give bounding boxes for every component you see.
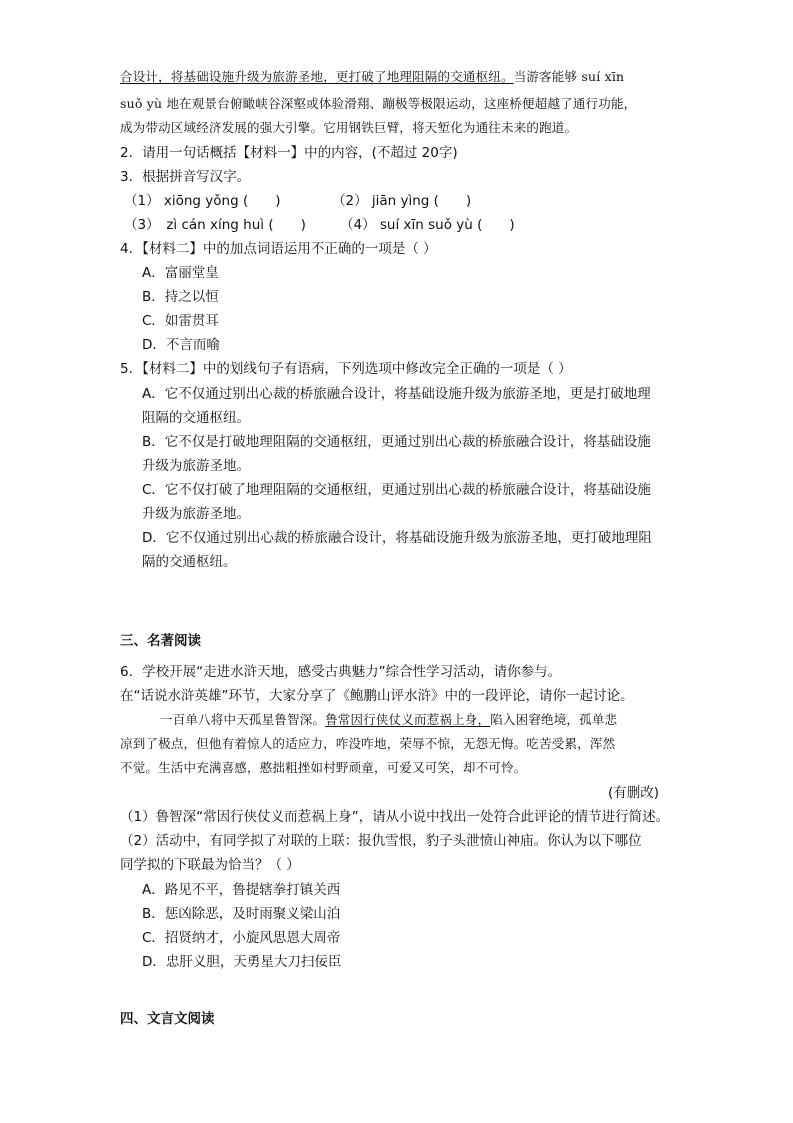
quote-line2: 凉到了极点，但他有着惊人的适应力，咋没咋地，荣辱不惊，无怨无悔。吃苦受累，浑然 [120,736,616,751]
q6-sub2-line2: 同学拟的下联最为恰当？（ ） [120,857,300,873]
section-4-heading: 四、文言文阅读 [120,1011,215,1027]
q5-option-a-line1: A．它不仅通过别出心裁的桥旅融合设计，将基础设施升级为旅游圣地，更是打破地理 [142,386,651,402]
question-6-context: 在“话说水浒英雄”环节，大家分享了《鲍鹏山评水浒》中的一段评论，请你一起讨论。 [120,688,634,704]
q6-option-a: A．路见不平，鲁提辖拳打镇关西 [142,882,341,898]
question-5-title: 5．【材料二】中的划线句子有语病，下列选项中修改完全正确的一项是（ ） [120,361,572,377]
material2-line2: suǒ yù 地在观景台俯瞰峡谷深壑或体验滑翔、蹦极等极限运动，这座桥便超越了通行功能， [120,96,637,111]
q5-option-c-line2: 升级为旅游圣地。 [142,506,250,522]
q6-option-d: D．忠肝义胆，天勇星大刀扫佞臣 [142,954,342,970]
q6-option-b: B．惩凶除恶，及时雨聚义梁山泊 [142,906,341,922]
question-2: 2．请用一句话概括【材料一】中的内容，(不超过 20字) [120,145,458,161]
question-3-title: 3．根据拼音写汉字。 [120,169,251,185]
quote-line1-a: 一百单八将中天孤星鲁智深。 [160,712,326,727]
underlined-sentence: 合设计，将基础设施升级为旅游圣地，更打破了地理阻隔的交通枢纽。 [120,69,514,84]
q4-option-c: C．如雷贯耳 [142,313,219,329]
question-6-intro: 6．学校开展“走进水浒天地，感受古典魅力”综合性学习活动，请你参与。 [120,664,562,680]
q6-sub2-line1: （2）活动中，有同学拟了对联的上联：报仇雪恨，豹子头泄愤山神庙。你认为以下哪位 [120,833,642,849]
q5-option-c-line1: C．它不仅打破了地理阻隔的交通枢纽，更通过别出心裁的桥旅融合设计，将基础设施 [142,482,651,498]
q5-option-b-line1: B．它不仅是打破地理阻隔的交通枢纽，更通过别出心裁的桥旅融合设计，将基础设施 [142,434,651,450]
q4-option-b: B．持之以恒 [142,289,219,305]
q4-option-d: D．不言而喻 [142,337,220,353]
q5-option-a-line2: 阻隔的交通枢纽。 [142,410,250,426]
q3-item-1: （1） xiōng yǒng ( ) [124,193,281,209]
q3-item-2: （2） jiān yìng ( ) [332,193,472,209]
question-4-title: 4．【材料二】中的加点词语运用不正确的一项是（ ） [120,241,437,257]
section-3-heading: 三、名著阅读 [120,633,201,649]
edit-note: (有删改) [608,785,660,801]
quote-underlined: 鲁常因行侠仗义而惹祸上身， [325,712,491,727]
material2-line1 [120,67,624,85]
quote-line1 [160,710,617,728]
material2-line1-rest: 当游客能够 suí xīn [513,69,625,84]
q3-item-3: （3） zì cán xíng huì ( ) [124,217,306,233]
quote-line3: 不觉。生活中充满喜感，憨拙粗挫如村野顽童，可爱又可笑，却不可怜。 [120,760,527,775]
q6-option-c: C．招贤纳才，小旋风思恩大周帝 [142,930,341,946]
q6-sub1: （1）鲁智深“常因行侠仗义而惹祸上身”，请从小说中找出一处符合此评论的情节进行简述。 [120,809,670,825]
q5-option-b-line2: 升级为旅游圣地。 [142,458,250,474]
q5-option-d-line2: 隔的交通枢纽。 [142,554,237,570]
q4-option-a: A．富丽堂皇 [142,265,219,281]
quote-line1-b: 陷入困窘绝境，孤单悲 [490,712,618,727]
q5-option-d-line1: D．它不仅通过别出心裁的桥旅融合设计，将基础设施升级为旅游圣地，更打破地理阻 [142,530,652,546]
q3-item-4: （4） suí xīn suǒ yù ( ) [340,217,515,233]
material2-line3: 成为带动区域经济发展的强大引擎。它用钢铁巨臂，将天堑化为通往未来的跑道。 [120,120,578,135]
